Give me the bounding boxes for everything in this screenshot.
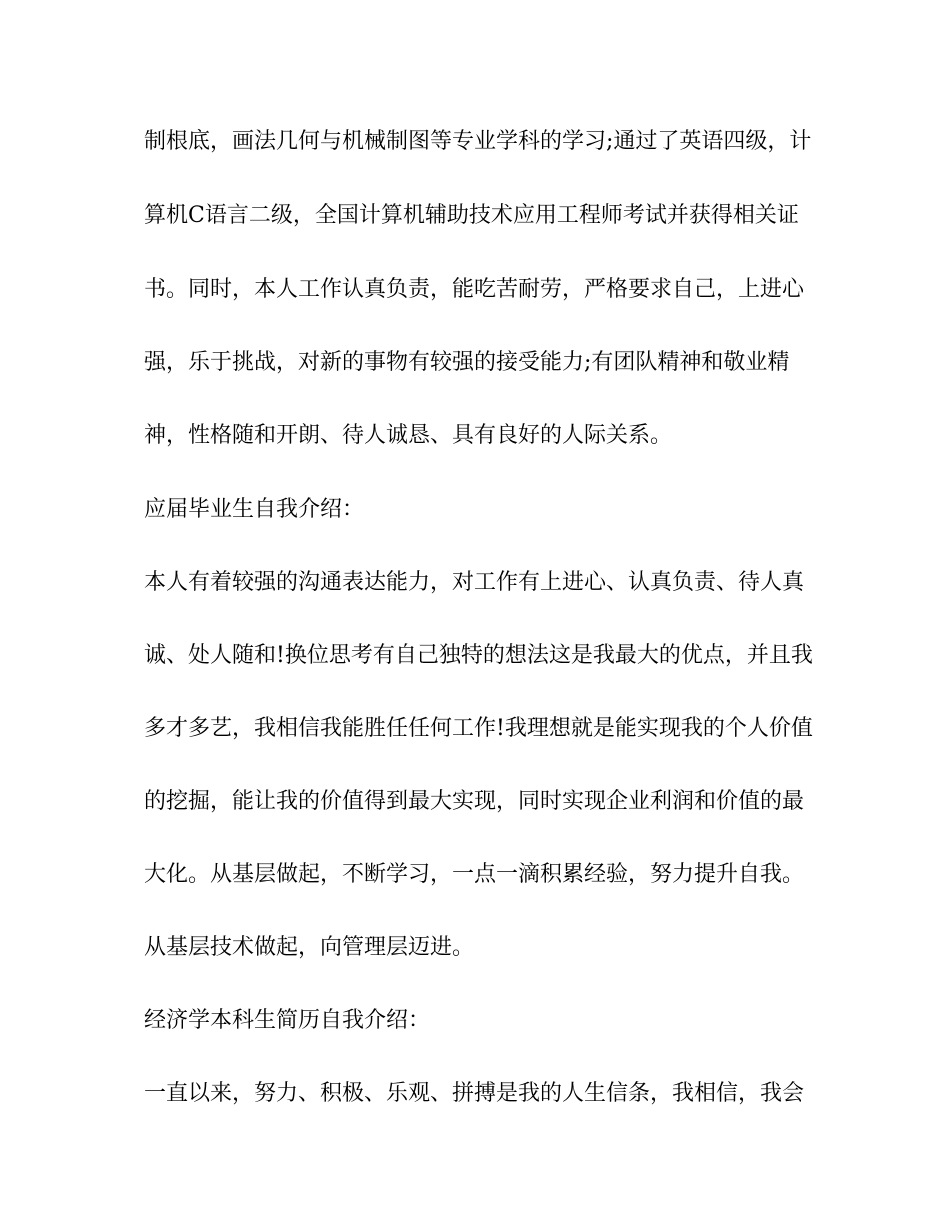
text-line: 一直以来，努力、积极、乐观、拼搏是我的人生信条，我相信，我会 bbox=[144, 1081, 805, 1106]
text-line: 神，性格随和开朗、待人诚恳、具有良好的人际关系。 bbox=[144, 423, 673, 448]
text-line: 制根底，画法几何与机械制图等专业学科的学习;通过了英语四级，计 bbox=[144, 129, 812, 154]
text-line: 算机C语言二级，全国计算机辅助技术应用工程师考试并获得相关证 bbox=[144, 203, 799, 228]
text-line: 强，乐于挑战，对新的事物有较强的接受能力;有团队精神和敬业精 bbox=[144, 350, 790, 375]
text-line: 本人有着较强的沟通表达能力，对工作有上进心、认真负责、待人真 bbox=[144, 570, 805, 595]
text-line: 的挖掘，能让我的价值得到最大实现，同时实现企业利润和价值的最 bbox=[144, 789, 805, 814]
text-line: 大化。从基层做起，不断学习，一点一滴积累经验，努力提升自我。 bbox=[144, 862, 805, 887]
section-heading: 应届毕业生自我介绍： bbox=[144, 497, 365, 522]
text-line: 书。同时，本人工作认真负责，能吃苦耐劳，严格要求自己，上进心 bbox=[144, 277, 805, 302]
section-heading: 经济学本科生简历自我介绍： bbox=[144, 1008, 431, 1033]
text-line: 诚、处人随和!换位思考有自己独特的想法这是我最大的优点，并且我 bbox=[144, 643, 813, 668]
text-line: 多才多艺，我相信我能胜任任何工作!我理想就是能实现我的个人价值 bbox=[144, 716, 813, 741]
text-line: 从基层技术做起，向管理层迈进。 bbox=[144, 935, 475, 960]
